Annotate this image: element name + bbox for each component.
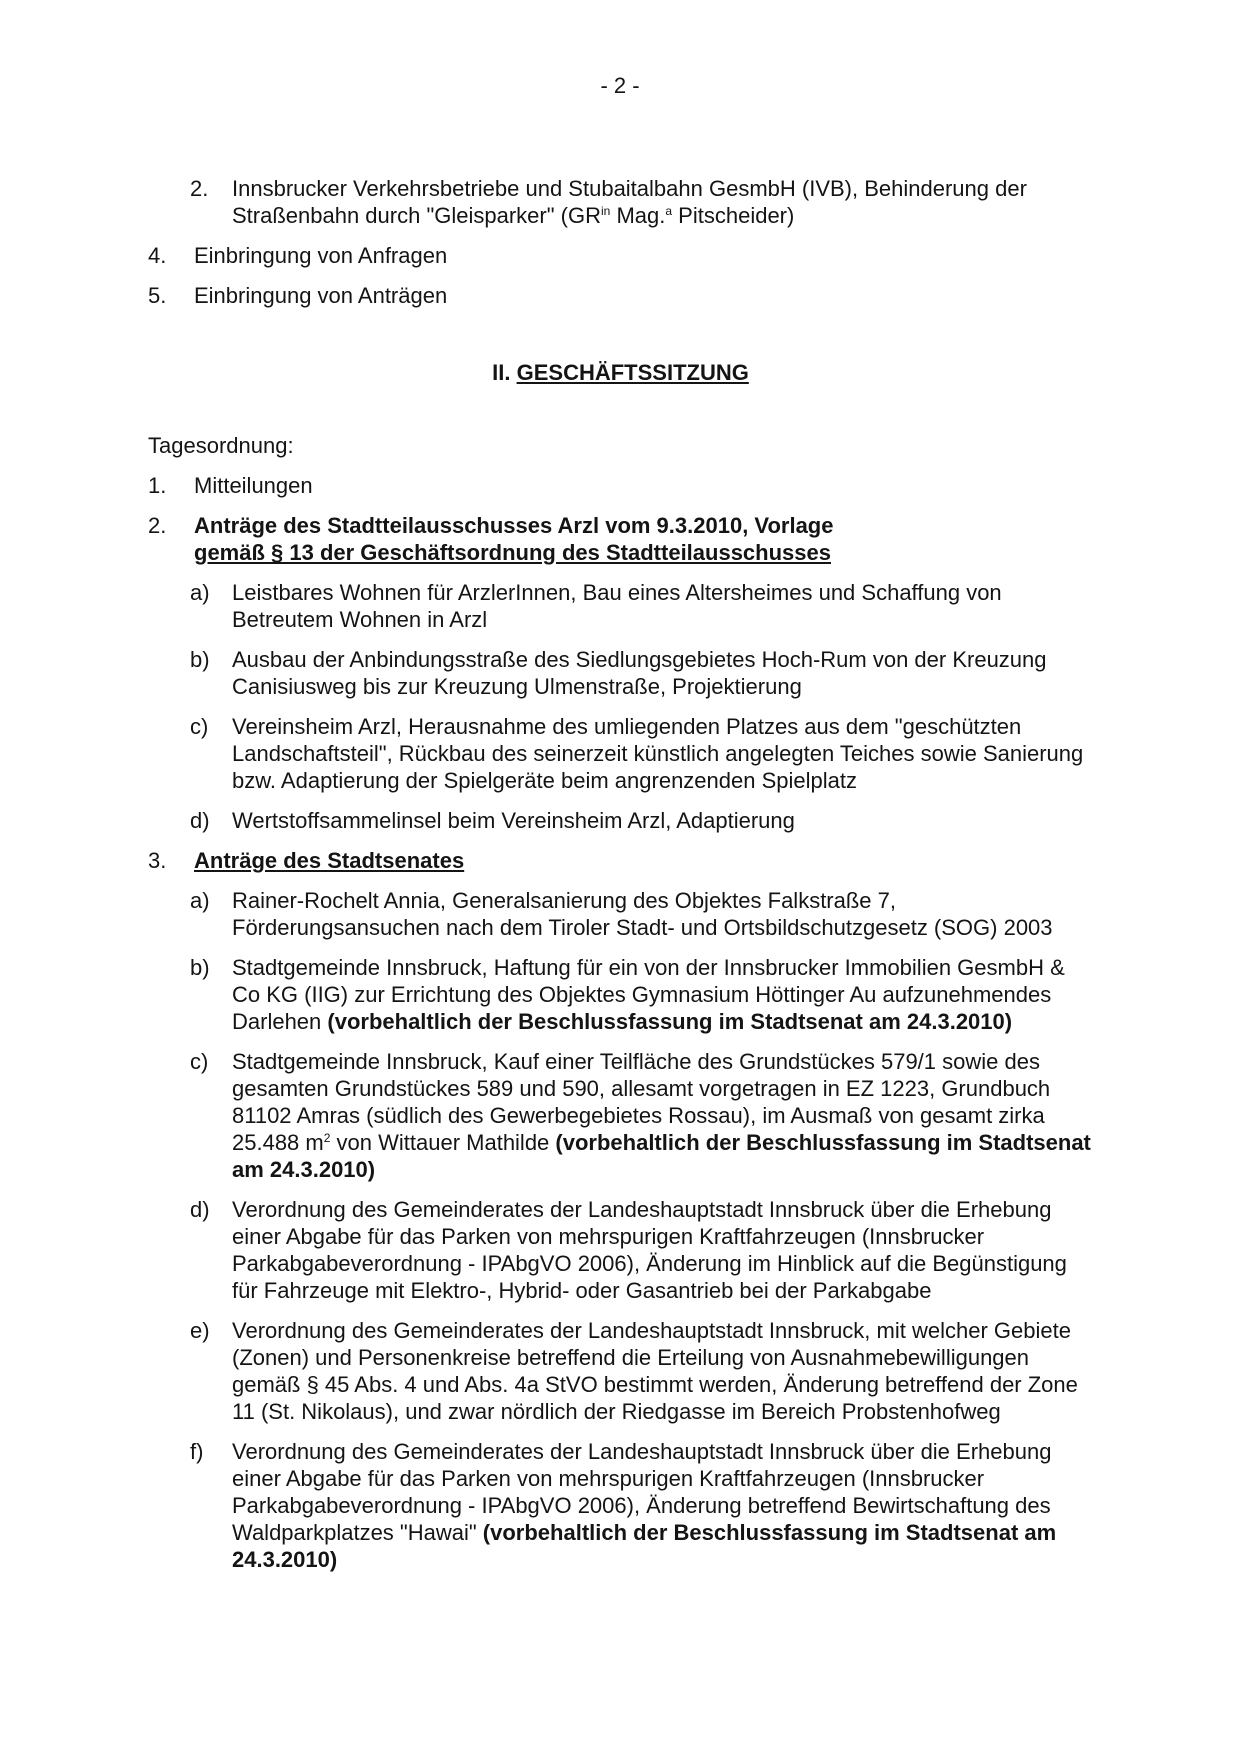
agenda-label: Tagesordnung: [148, 433, 294, 458]
section-heading [148, 359, 1093, 386]
title-line: gemäß § 13 der Geschäftsordnung des Stadtteilausschusses [194, 540, 831, 565]
sub-item [190, 1196, 1093, 1304]
item-text: Einbringung von Anträgen [194, 283, 448, 308]
sub-item-label: a) [190, 580, 210, 605]
document-body [148, 175, 1093, 1586]
item-label: 3. [148, 848, 167, 873]
sub-item [190, 1438, 1093, 1573]
title-line: Anträge des Stadtteilausschusses Arzl vom 9.3.2010, Vorlage [194, 513, 834, 538]
sub-item-text [232, 954, 1093, 1035]
bold-note: (vorbehaltlich der Beschlussfassung im Stadtsenat am 24.3.2010) [327, 1009, 1013, 1034]
section-prefix: II. [492, 360, 517, 385]
sub-item-text: Leistbares Wohnen für ArzlerInnen, Bau eines Altersheimes und Schaffung von Betreutem Wohnen in Arzl [232, 580, 1002, 632]
text-part: Innsbrucker Verkehrsbetriebe und Stubaitalbahn GesmbH (IVB), Behinderung der Straßenbahn durch "Gleisparker" (GR [232, 176, 1027, 228]
sub-item [190, 713, 1093, 794]
sub-item-label: e) [190, 1318, 210, 1343]
list-item [148, 512, 1093, 566]
bold-note: (vorbehaltlich der Beschlussfassung im Stadtsenat am 24.3.2010) [232, 1130, 1091, 1182]
sub-item-label: f) [190, 1439, 204, 1464]
list-item [148, 847, 1093, 874]
sub-item [190, 579, 1093, 633]
list-item [148, 282, 1093, 309]
text-part: von Wittauer Mathilde [330, 1130, 556, 1155]
sub-item [190, 887, 1093, 941]
superscript: 2 [323, 1131, 331, 1145]
item-title [194, 512, 833, 566]
item-label: 2. [148, 513, 167, 538]
item-label: 5. [148, 283, 167, 308]
sub-item-text: Wertstoffsammelinsel beim Vereinsheim Arzl, Adaptierung [232, 808, 795, 833]
sub-item-label: c) [190, 1049, 209, 1074]
sub-item-label: c) [190, 714, 209, 739]
list-item [148, 472, 1093, 499]
sub-item-text: Rainer-Rochelt Annia, Generalsanierung des Objektes Falkstraße 7, Förderungsansuchen nach dem Tiroler Stadt- und Ortsbildschutzgesetz (SOG) 2003 [232, 888, 1053, 940]
item-text [232, 175, 1093, 229]
section-title: GESCHÄFTSSITZUNG [516, 360, 749, 385]
list-item [148, 242, 1093, 269]
page-number: - 2 - [600, 73, 640, 98]
item-text: Mitteilungen [194, 473, 313, 498]
sub-item-label: a) [190, 888, 210, 913]
item-title: Anträge des Stadtsenates [194, 848, 465, 873]
sub-item [190, 1317, 1093, 1425]
superscript: a [665, 204, 673, 218]
text-part: Verordnung des Gemeinderates der Landeshauptstadt Innsbruck über die Erhebung einer Abgabe für das Parken von mehrspurigen Kraftfahrzeugen (Innsbrucker Parkabgabeverordnung - IPAbgVO 2006), Änderung betreffend Bewirtschaftung des Waldparkplatzes "Hawai" [232, 1439, 1052, 1545]
sub-item-label: d) [190, 808, 210, 833]
item-text: Einbringung von Anfragen [194, 243, 448, 268]
sub-item-text [232, 1048, 1093, 1183]
sub-item-label: b) [190, 647, 210, 672]
sub-item [190, 1048, 1093, 1183]
item-label: 4. [148, 243, 167, 268]
sub-item-label: b) [190, 955, 210, 980]
sub-item [190, 807, 1093, 834]
text-part: Stadtgemeinde Innsbruck, Kauf einer Teilfläche des Grundstückes 579/1 sowie des gesamten Grundstückes 589 und 590, allesamt vorgetragen in EZ 1223, Grundbuch 81102 Amras (südlich des Gewerbegebietes Rossau), im Ausmaß von gesamt zirka 25.488 m [232, 1049, 1051, 1155]
sub-item-text: Verordnung des Gemeinderates der Landeshauptstadt Innsbruck, mit welcher Gebiete (Zonen) und Personenkreise betreffend die Erteilung von Ausnahmebewilligungen gemäß § 45 Abs. 4 und Abs. 4a StVO bestimmt werden, Änderung betreffend der Zone 11 (St. Nikolaus), und zwar nördlich der Riedgasse im Bereich Probstenhofweg [232, 1318, 1078, 1424]
sub-item-label: d) [190, 1197, 210, 1222]
text-part: Mag. [610, 203, 666, 228]
bold-note: (vorbehaltlich der Beschlussfassung im Stadtsenat am 24.3.2010) [232, 1520, 1057, 1572]
text-part: Pitscheider) [672, 203, 795, 228]
item-label: 1. [148, 473, 167, 498]
sub-item-text: Vereinsheim Arzl, Herausnahme des umliegenden Platzes aus dem "geschützten Landschaftsteil", Rückbau des seinerzeit künstlich angelegten Teiches sowie Sanierung bzw. Adaptierung der Spielgeräte beim angrenzenden Spielplatz [232, 714, 1084, 793]
text-part: Stadtgemeinde Innsbruck, Haftung für ein von der Innsbrucker Immobilien GesmbH & Co KG (IIG) zur Errichtung des Objektes Gymnasium Höttinger Au aufzunehmendes Darlehen [232, 955, 1065, 1034]
sub-item-text: Verordnung des Gemeinderates der Landeshauptstadt Innsbruck über die Erhebung einer Abgabe für das Parken von mehrspurigen Kraftfahrzeugen (Innsbrucker Parkabgabeverordnung - IPAbgVO 2006), Änderung im Hinblick auf die Begünstigung für Fahrzeuge mit Elektro-, Hybrid- oder Gasantrieb bei der Parkabgabe [232, 1197, 1067, 1303]
superscript: in [601, 204, 611, 218]
sub-item-text [232, 1438, 1093, 1573]
sub-item-text: Ausbau der Anbindungsstraße des Siedlungsgebietes Hoch-Rum von der Kreuzung Canisiusweg bis zur Kreuzung Ulmenstraße, Projektierung [232, 647, 1047, 699]
sub-item [190, 954, 1093, 1035]
item-label: 2. [190, 176, 209, 201]
sub-item [190, 646, 1093, 700]
list-item [190, 175, 1093, 229]
